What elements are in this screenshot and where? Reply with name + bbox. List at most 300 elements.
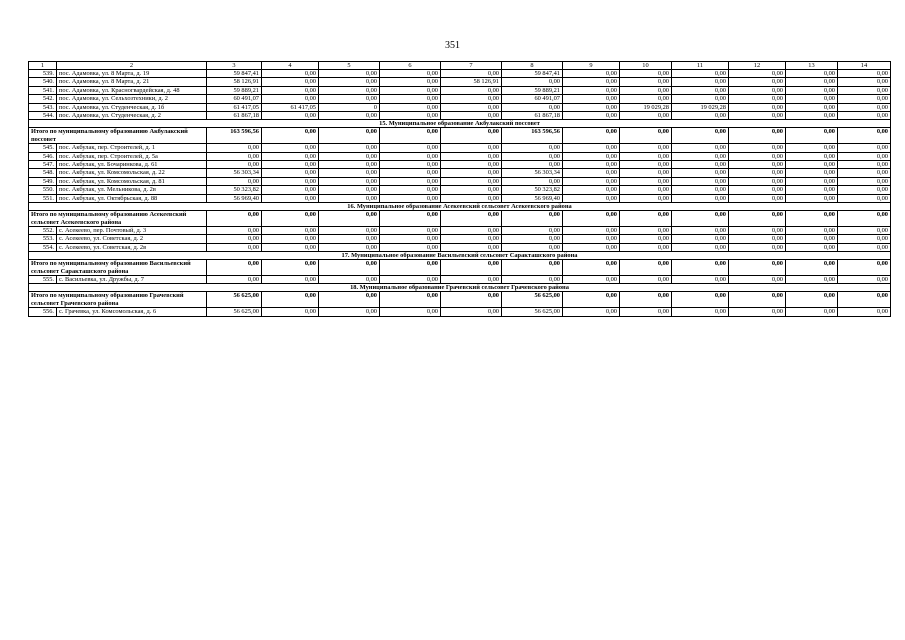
row-number: 546. (29, 152, 57, 160)
value-cell: 0,00 (729, 243, 786, 251)
total-value-cell: 0,00 (786, 292, 838, 308)
total-value-cell: 0,00 (838, 292, 891, 308)
column-number-cell: 11 (672, 62, 729, 70)
column-number-cell: 5 (319, 62, 380, 70)
value-cell: 0,00 (620, 152, 672, 160)
value-cell: 61 867,18 (502, 112, 563, 120)
table-row (29, 226, 891, 234)
value-cell: 0,00 (502, 144, 563, 152)
total-value-cell: 0,00 (729, 211, 786, 227)
value-cell: 50 323,82 (502, 186, 563, 194)
value-cell: 0,00 (838, 235, 891, 243)
value-cell: 0,00 (380, 226, 441, 234)
total-value-cell: 56 625,00 (502, 292, 563, 308)
row-number: 539. (29, 70, 57, 78)
value-cell: 58 126,91 (207, 78, 262, 86)
address-cell: пос. Адамовка, ул. 8 Марта, д. 19 (57, 70, 207, 78)
row-number: 552. (29, 226, 57, 234)
value-cell: 0,00 (672, 95, 729, 103)
value-cell: 0,00 (441, 161, 502, 169)
value-cell: 0,00 (786, 103, 838, 111)
value-cell: 0,00 (838, 243, 891, 251)
value-cell: 0,00 (786, 226, 838, 234)
value-cell: 0,00 (262, 70, 319, 78)
value-cell: 56 625,00 (502, 308, 563, 316)
value-cell: 0,00 (672, 194, 729, 202)
value-cell: 0,00 (441, 177, 502, 185)
value-cell: 0,00 (262, 78, 319, 86)
value-cell: 0,00 (563, 161, 620, 169)
value-cell: 0,00 (838, 275, 891, 283)
value-cell: 0,00 (319, 169, 380, 177)
value-cell: 0,00 (502, 226, 563, 234)
value-cell: 0,00 (319, 308, 380, 316)
value-cell: 0,00 (563, 177, 620, 185)
address-cell: пос. Акбулак, пер. Строителей, д. 1 (57, 144, 207, 152)
value-cell: 0,00 (786, 112, 838, 120)
value-cell: 0,00 (620, 177, 672, 185)
table-row (29, 235, 891, 243)
value-cell: 0,00 (380, 152, 441, 160)
value-cell: 0,00 (441, 95, 502, 103)
value-cell: 56 303,34 (502, 169, 563, 177)
column-number-cell: 8 (502, 62, 563, 70)
section-title: 15. Муниципальное образование Акбулакский поссовет (29, 120, 891, 128)
value-cell: 59 847,41 (207, 70, 262, 78)
value-cell: 0,00 (441, 70, 502, 78)
value-cell: 0,00 (380, 177, 441, 185)
value-cell: 0,00 (262, 161, 319, 169)
value-cell: 0,00 (441, 103, 502, 111)
row-number: 554. (29, 243, 57, 251)
row-number: 547. (29, 161, 57, 169)
value-cell: 0,00 (620, 95, 672, 103)
value-cell: 0,00 (786, 169, 838, 177)
value-cell: 0,00 (729, 161, 786, 169)
value-cell: 0,00 (441, 112, 502, 120)
total-label: Итого по муниципальному образованию Асекеевский сельсовет Асекеевского района (29, 211, 207, 227)
value-cell: 0,00 (319, 78, 380, 86)
value-cell: 0,00 (672, 112, 729, 120)
row-number: 549. (29, 177, 57, 185)
total-row (29, 211, 891, 227)
value-cell: 0,00 (729, 186, 786, 194)
table-row (29, 152, 891, 160)
section-title: 16. Муниципальное образование Асекеевский сельсовет Асекеевского района (29, 203, 891, 211)
total-value-cell: 0,00 (319, 260, 380, 276)
total-value-cell: 0,00 (207, 260, 262, 276)
value-cell: 61 417,05 (207, 103, 262, 111)
value-cell: 19 029,28 (620, 103, 672, 111)
address-cell: с. Грачевка, ул. Комсомольская, д. 6 (57, 308, 207, 316)
value-cell: 0,00 (620, 86, 672, 94)
total-value-cell: 0,00 (441, 260, 502, 276)
section-header-row (29, 203, 891, 211)
value-cell: 0,00 (319, 95, 380, 103)
value-cell: 60 491,07 (207, 95, 262, 103)
value-cell: 0,00 (563, 226, 620, 234)
value-cell: 0,00 (319, 86, 380, 94)
value-cell: 0,00 (729, 177, 786, 185)
value-cell: 0,00 (729, 70, 786, 78)
value-cell: 0,00 (786, 78, 838, 86)
table-row (29, 169, 891, 177)
value-cell: 0,00 (380, 103, 441, 111)
value-cell: 0,00 (502, 177, 563, 185)
value-cell: 50 323,82 (207, 186, 262, 194)
value-cell: 0,00 (838, 177, 891, 185)
value-cell: 0,00 (380, 235, 441, 243)
value-cell: 0,00 (786, 177, 838, 185)
row-number: 550. (29, 186, 57, 194)
value-cell: 0,00 (672, 70, 729, 78)
value-cell: 0,00 (786, 95, 838, 103)
total-value-cell: 0,00 (319, 292, 380, 308)
column-number-cell: 3 (207, 62, 262, 70)
value-cell: 0,00 (729, 226, 786, 234)
value-cell: 0,00 (786, 194, 838, 202)
total-label: Итого по муниципальному образованию Грачевский сельсовет Грачевского района (29, 292, 207, 308)
total-value-cell: 0,00 (563, 128, 620, 144)
value-cell: 0,00 (620, 235, 672, 243)
value-cell: 0,00 (729, 169, 786, 177)
value-cell: 0,00 (620, 308, 672, 316)
row-number: 548. (29, 169, 57, 177)
value-cell: 0,00 (207, 152, 262, 160)
total-label: Итого по муниципальному образованию Васильевский сельсовет Саракташского района (29, 260, 207, 276)
table-row (29, 275, 891, 283)
value-cell: 0,00 (620, 78, 672, 86)
total-value-cell: 0,00 (672, 292, 729, 308)
value-cell: 0,00 (380, 243, 441, 251)
total-value-cell: 0,00 (729, 128, 786, 144)
value-cell: 0,00 (620, 243, 672, 251)
value-cell: 0,00 (380, 161, 441, 169)
row-number: 553. (29, 235, 57, 243)
value-cell: 0,00 (262, 226, 319, 234)
value-cell: 0,00 (441, 275, 502, 283)
value-cell: 0,00 (441, 152, 502, 160)
value-cell: 0,00 (729, 95, 786, 103)
value-cell: 0,00 (672, 78, 729, 86)
total-value-cell: 0,00 (441, 128, 502, 144)
total-value-cell: 0,00 (838, 128, 891, 144)
value-cell: 0,00 (207, 226, 262, 234)
value-cell: 0,00 (838, 112, 891, 120)
column-number-cell: 10 (620, 62, 672, 70)
address-cell: пос. Акбулак, ул. Мельникова, д. 2в (57, 186, 207, 194)
table-row (29, 161, 891, 169)
value-cell: 0,00 (786, 144, 838, 152)
value-cell: 0,00 (672, 86, 729, 94)
value-cell: 0,00 (563, 144, 620, 152)
address-cell: пос. Адамовка, ул. Сельхозтехники, д. 2 (57, 95, 207, 103)
value-cell: 0,00 (380, 112, 441, 120)
value-cell: 59 889,21 (502, 86, 563, 94)
value-cell: 0,00 (319, 186, 380, 194)
row-number: 556. (29, 308, 57, 316)
total-value-cell: 0,00 (838, 211, 891, 227)
value-cell: 61 867,18 (207, 112, 262, 120)
value-cell: 0,00 (380, 169, 441, 177)
value-cell: 0,00 (380, 86, 441, 94)
value-cell: 0,00 (620, 144, 672, 152)
value-cell: 0,00 (502, 152, 563, 160)
value-cell: 0,00 (502, 78, 563, 86)
value-cell: 0,00 (729, 86, 786, 94)
value-cell: 0,00 (838, 86, 891, 94)
value-cell: 0,00 (838, 161, 891, 169)
total-value-cell: 0,00 (262, 211, 319, 227)
total-value-cell: 0,00 (620, 292, 672, 308)
table-row (29, 103, 891, 111)
row-number: 540. (29, 78, 57, 86)
address-cell: пос. Акбулак, пер. Строителей, д. 5а (57, 152, 207, 160)
value-cell: 0 (319, 103, 380, 111)
value-cell: 0,00 (207, 275, 262, 283)
value-cell: 0,00 (207, 235, 262, 243)
table-row (29, 144, 891, 152)
value-cell: 0,00 (620, 70, 672, 78)
value-cell: 0,00 (672, 186, 729, 194)
value-cell: 0,00 (672, 226, 729, 234)
total-value-cell: 0,00 (729, 292, 786, 308)
address-cell: пос. Акбулак, ул. Бочаринкова, д. 61 (57, 161, 207, 169)
value-cell: 0,00 (319, 243, 380, 251)
row-number: 555. (29, 275, 57, 283)
total-value-cell: 0,00 (838, 260, 891, 276)
value-cell: 59 889,21 (207, 86, 262, 94)
column-number-cell: 4 (262, 62, 319, 70)
value-cell: 56 969,40 (502, 194, 563, 202)
value-cell: 0,00 (441, 144, 502, 152)
value-cell: 0,00 (729, 112, 786, 120)
value-cell: 0,00 (563, 95, 620, 103)
column-number-cell: 7 (441, 62, 502, 70)
total-value-cell: 56 625,00 (207, 292, 262, 308)
value-cell: 0,00 (729, 275, 786, 283)
total-value-cell: 163 596,56 (502, 128, 563, 144)
value-cell: 0,00 (838, 144, 891, 152)
value-cell: 0,00 (563, 275, 620, 283)
value-cell: 0,00 (786, 235, 838, 243)
total-value-cell: 0,00 (786, 260, 838, 276)
value-cell: 19 029,28 (672, 103, 729, 111)
value-cell: 56 303,34 (207, 169, 262, 177)
total-value-cell: 0,00 (262, 292, 319, 308)
value-cell: 0,00 (838, 152, 891, 160)
total-value-cell: 0,00 (319, 128, 380, 144)
value-cell: 0,00 (729, 308, 786, 316)
address-cell: пос. Адамовка, ул. 8 Марта, д. 21 (57, 78, 207, 86)
value-cell: 0,00 (319, 275, 380, 283)
value-cell: 0,00 (672, 243, 729, 251)
value-cell: 0,00 (262, 275, 319, 283)
value-cell: 0,00 (563, 78, 620, 86)
value-cell: 0,00 (672, 152, 729, 160)
value-cell: 0,00 (380, 308, 441, 316)
page-number: 351 (445, 40, 460, 51)
row-number: 551. (29, 194, 57, 202)
value-cell: 0,00 (441, 169, 502, 177)
address-cell: с. Асекеево, ул. Советская, д. 2в (57, 243, 207, 251)
value-cell: 0,00 (441, 186, 502, 194)
value-cell: 0,00 (620, 226, 672, 234)
value-cell: 61 417,05 (262, 103, 319, 111)
row-number: 542. (29, 95, 57, 103)
value-cell: 0,00 (672, 275, 729, 283)
value-cell: 0,00 (380, 78, 441, 86)
value-cell: 0,00 (838, 194, 891, 202)
total-value-cell: 0,00 (672, 128, 729, 144)
value-cell: 0,00 (563, 103, 620, 111)
value-cell: 0,00 (838, 308, 891, 316)
value-cell: 0,00 (207, 161, 262, 169)
value-cell: 0,00 (786, 308, 838, 316)
value-cell: 0,00 (838, 103, 891, 111)
total-value-cell: 0,00 (672, 211, 729, 227)
value-cell: 0,00 (319, 235, 380, 243)
value-cell: 0,00 (262, 169, 319, 177)
value-cell: 0,00 (262, 95, 319, 103)
address-cell: пос. Адамовка, ул. Студенческая, д. 1б (57, 103, 207, 111)
total-value-cell: 0,00 (672, 260, 729, 276)
value-cell: 0,00 (441, 243, 502, 251)
column-number-cell: 12 (729, 62, 786, 70)
section-header-row (29, 120, 891, 128)
value-cell: 0,00 (563, 243, 620, 251)
row-number: 541. (29, 86, 57, 94)
value-cell: 0,00 (441, 308, 502, 316)
report-table (28, 61, 891, 317)
value-cell: 0,00 (563, 70, 620, 78)
value-cell: 0,00 (672, 235, 729, 243)
total-row (29, 128, 891, 144)
total-value-cell: 0,00 (380, 128, 441, 144)
address-cell: с. Васильевка, ул. Дружбы, д. 7 (57, 275, 207, 283)
address-cell: пос. Акбулак, ул. Октябрьская, д. 88 (57, 194, 207, 202)
value-cell: 0,00 (672, 308, 729, 316)
value-cell: 0,00 (838, 169, 891, 177)
address-cell: пос. Адамовка, ул. Студенческая, д. 2 (57, 112, 207, 120)
value-cell: 0,00 (672, 144, 729, 152)
value-cell: 0,00 (838, 186, 891, 194)
value-cell: 0,00 (502, 275, 563, 283)
value-cell: 0,00 (502, 235, 563, 243)
total-value-cell: 0,00 (729, 260, 786, 276)
value-cell: 0,00 (319, 226, 380, 234)
value-cell: 0,00 (502, 243, 563, 251)
value-cell: 0,00 (786, 275, 838, 283)
table-row (29, 112, 891, 120)
value-cell: 0,00 (207, 177, 262, 185)
address-cell: с. Асекеево, ул. Советская, д. 2 (57, 235, 207, 243)
total-value-cell: 0,00 (380, 292, 441, 308)
value-cell: 0,00 (563, 169, 620, 177)
value-cell: 0,00 (672, 169, 729, 177)
value-cell: 0,00 (620, 186, 672, 194)
table-row (29, 194, 891, 202)
value-cell: 0,00 (563, 152, 620, 160)
table-row (29, 177, 891, 185)
column-number-cell: 6 (380, 62, 441, 70)
value-cell: 0,00 (380, 186, 441, 194)
value-cell: 0,00 (207, 243, 262, 251)
value-cell: 0,00 (620, 275, 672, 283)
value-cell: 0,00 (729, 235, 786, 243)
value-cell: 0,00 (262, 308, 319, 316)
value-cell: 0,00 (262, 152, 319, 160)
value-cell: 0,00 (563, 112, 620, 120)
value-cell: 0,00 (262, 177, 319, 185)
table-row (29, 70, 891, 78)
value-cell: 0,00 (380, 144, 441, 152)
value-cell: 59 847,41 (502, 70, 563, 78)
total-value-cell: 0,00 (319, 211, 380, 227)
total-row (29, 260, 891, 276)
value-cell: 60 491,07 (502, 95, 563, 103)
value-cell: 0,00 (563, 235, 620, 243)
address-cell: пос. Акбулак, ул. Комсомольская, д. 22 (57, 169, 207, 177)
row-number: 544. (29, 112, 57, 120)
total-value-cell: 0,00 (620, 260, 672, 276)
value-cell: 0,00 (729, 144, 786, 152)
total-value-cell: 0,00 (563, 292, 620, 308)
value-cell: 0,00 (262, 194, 319, 202)
column-number-row (29, 62, 891, 70)
total-value-cell: 0,00 (620, 128, 672, 144)
value-cell: 0,00 (563, 86, 620, 94)
row-number: 545. (29, 144, 57, 152)
total-value-cell: 0,00 (563, 260, 620, 276)
total-value-cell: 0,00 (620, 211, 672, 227)
column-number-cell: 14 (838, 62, 891, 70)
value-cell: 0,00 (319, 70, 380, 78)
total-value-cell: 0,00 (262, 260, 319, 276)
value-cell: 0,00 (262, 86, 319, 94)
value-cell: 0,00 (672, 161, 729, 169)
value-cell: 0,00 (262, 243, 319, 251)
value-cell: 0,00 (786, 152, 838, 160)
value-cell: 0,00 (729, 152, 786, 160)
value-cell: 0,00 (319, 112, 380, 120)
value-cell: 0,00 (380, 95, 441, 103)
value-cell: 0,00 (786, 86, 838, 94)
column-number-cell: 1 (29, 62, 57, 70)
value-cell: 0,00 (441, 226, 502, 234)
value-cell: 0,00 (380, 70, 441, 78)
total-value-cell: 0,00 (786, 211, 838, 227)
value-cell: 0,00 (563, 186, 620, 194)
value-cell: 0,00 (380, 275, 441, 283)
value-cell: 0,00 (620, 194, 672, 202)
table-row (29, 86, 891, 94)
value-cell: 0,00 (380, 194, 441, 202)
value-cell: 58 126,91 (441, 78, 502, 86)
value-cell: 0,00 (502, 161, 563, 169)
address-cell: пос. Акбулак, ул. Комсомольская, д. 81 (57, 177, 207, 185)
value-cell: 0,00 (672, 177, 729, 185)
value-cell: 0,00 (262, 186, 319, 194)
value-cell: 0,00 (319, 144, 380, 152)
value-cell: 0,00 (786, 161, 838, 169)
value-cell: 0,00 (563, 308, 620, 316)
address-cell: пос. Адамовка, ул. Красногвардейская, д. 48 (57, 86, 207, 94)
value-cell: 0,00 (620, 161, 672, 169)
section-title: 18. Муниципальное образование Грачевский сельсовет Грачевского района (29, 284, 891, 292)
table-row (29, 308, 891, 316)
row-number: 543. (29, 103, 57, 111)
